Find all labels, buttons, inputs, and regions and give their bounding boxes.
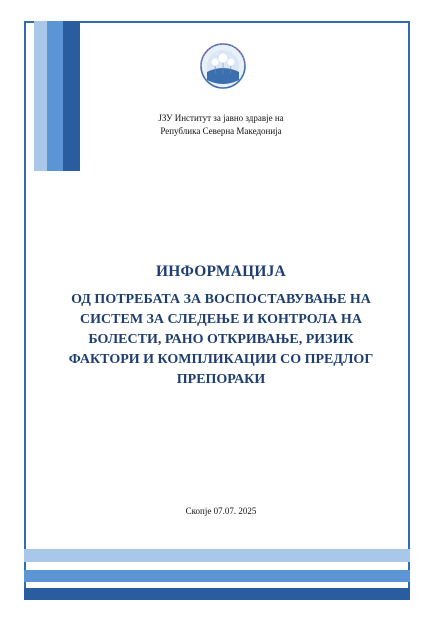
institute-line-1: ЈЗУ Институт за јавно здравје на bbox=[158, 113, 284, 123]
institute-logo-icon bbox=[193, 36, 253, 96]
institute-line-2: Република Северна Македонија bbox=[160, 126, 282, 136]
decorative-stripe-light bbox=[34, 21, 47, 171]
decorative-stripe-mid bbox=[47, 21, 63, 171]
document-title: ИНФОРМАЦИЈА bbox=[156, 263, 286, 280]
decorative-band-mid bbox=[24, 570, 410, 582]
subtitle-line-3: БОЛЕСТИ, РАНО ОТКРИВАЊЕ, РИЗИК bbox=[88, 332, 354, 347]
subtitle-line-1: ОД ПОТРЕБАТА ЗА ВОСПОСТАВУВАЊЕ НА bbox=[71, 292, 371, 307]
subtitle-line-5: ПРЕПОРАКИ bbox=[176, 372, 266, 387]
decorative-stripe-dark bbox=[63, 21, 80, 171]
decorative-band-dark bbox=[24, 588, 410, 600]
document-date: Скопје 07.07. 2025 bbox=[185, 506, 257, 516]
subtitle-line-2: СИСТЕМ ЗА СЛЕДЕЊЕ И КОНТРОЛА НА bbox=[80, 312, 362, 327]
institute-name bbox=[0, 112, 442, 138]
document-subtitle bbox=[40, 290, 402, 390]
subtitle-line-4: ФАКТОРИ И КОМПЛИКАЦИИ СО ПРЕДЛОГ bbox=[68, 352, 374, 367]
decorative-band-light bbox=[24, 549, 410, 562]
